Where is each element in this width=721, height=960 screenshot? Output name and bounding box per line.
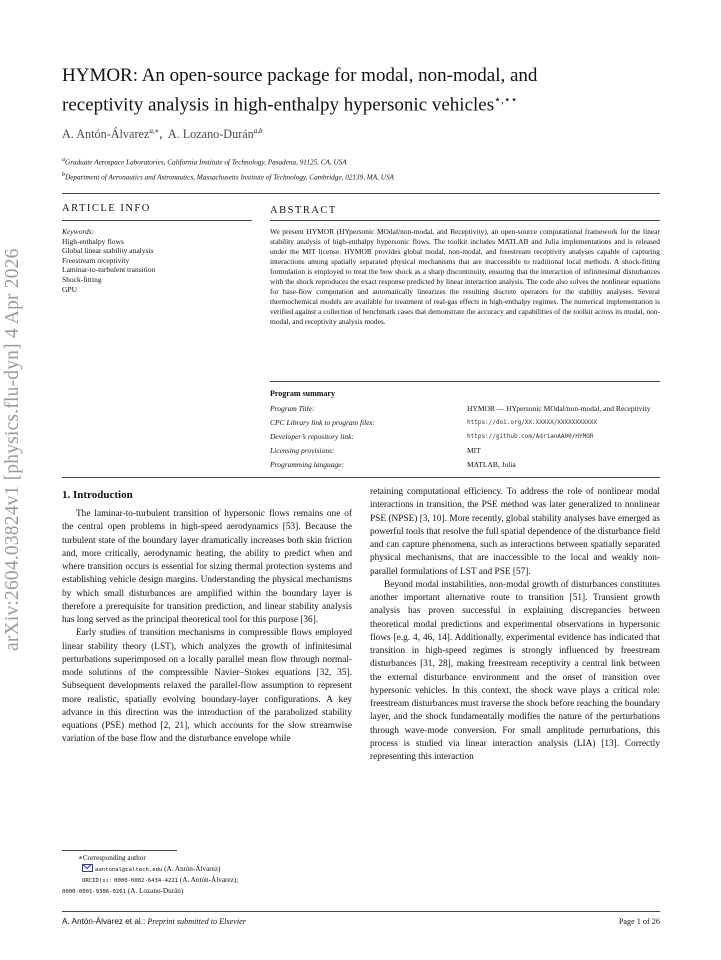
- keywords-block: [62, 227, 252, 294]
- program-summary-key: Licensing provisions:: [270, 446, 335, 455]
- keyword-item: Global linear stability analysis: [62, 246, 154, 256]
- author-1-marks: a,∗: [149, 127, 160, 135]
- orcid-line-2: [62, 886, 183, 898]
- footnote-rule: [62, 850, 177, 851]
- body-paragraph: Early studies of transition mechanisms in compressible flows employed linear stability theory (LST), which analyzes the growth of infinitesimal perturbations superimposed on a locally parallel mean flow through normal-mode solutions of the compressible Navier–Stokes equations [32, 35]. Subsequent developments relaxed the parallel-flow assumption to represent more realistic, spatially evolving boundary-layer configurations. A key advance in this direction was the introduction of the parabolized stability equations (PSE) method [2, 21], which accounts for the slow streamwise variation of the base flow and the disturbance envelope while: [62, 628, 352, 745]
- title-line-2-text: receptivity analysis in high-enthalpy hypersonic vehicles: [62, 94, 495, 116]
- affiliation-b-text: Department of Aeronautics and Astronautics, Massachusetts Institute of Technology, Cambridge, 02139, MA, USA: [65, 173, 394, 182]
- orcid-label: ORCID(s):: [82, 878, 113, 884]
- divider-abstract: [270, 220, 660, 221]
- orcid-owner: (A. Antón-Álvarez);: [179, 876, 239, 884]
- program-summary-value: MATLAB, Julia: [467, 460, 516, 469]
- program-summary-key: Developer’s repository link:: [270, 432, 355, 441]
- orcid-line-1: [82, 875, 238, 887]
- program-summary-key: Program Title:: [270, 404, 315, 413]
- affiliation-b-mark: b: [62, 172, 65, 178]
- orcid-link[interactable]: 0000-0001-9306-0261: [62, 889, 126, 895]
- repository-link[interactable]: https://github.com/AdrianAA00/HYMOR: [467, 433, 594, 440]
- affiliation-a: [62, 157, 347, 166]
- page-number: Page 1 of 26: [618, 917, 660, 926]
- program-summary-key: CPC Library link to program files:: [270, 418, 375, 427]
- program-summary-row: [270, 418, 710, 429]
- body-paragraph: The laminar-to-turbulent transition of hypersonic flows remains one of the central open problems in high-speed aerodynamics [53]. Because the turbulent state of the boundary layer dramatically increases both skin friction and, more critically, aerodynamic heating, the ability to predict when and where transition occurs is essential for sizing thermal protection systems and establishing vehicle design margins. Understanding the physical mechanisms by which small disturbances are amplified within the boundary layer is therefore a prerequisite for transition prediction, and linear stability analysis has long served as the principal theoretical tool for this purpose [36].: [62, 509, 352, 625]
- divider-body: [62, 477, 660, 478]
- body-paragraph: retaining computational efficiency. To address the role of nonlinear modal interactions in transition, the PSE method was later generalized to nonlinear PSE (NPSE) [3, 10]. More recently, global stability analyses have emerged as powerful tools that resolve the full spatial dependence of the disturbance field and can capture phenomena, such as interactions between spatially separated physical mechanisms, that are inaccessible to the local and weakly non-parallel formulations of LST and PSE [57].: [370, 487, 660, 577]
- orcid-link[interactable]: 0000-0002-6434-4211: [114, 878, 179, 884]
- program-summary-value: HYMOR — HYpersonic MOdal/non-modal, and Receptivity: [467, 404, 651, 413]
- program-summary-key: Programming language:: [270, 460, 345, 469]
- keyword-item: Laminar-to-turbulent transition: [62, 265, 156, 275]
- keyword-item: Freestream receptivity: [62, 255, 130, 265]
- author-2: A. Lozano-Durán: [167, 127, 254, 142]
- program-summary-row: [270, 446, 710, 457]
- email-link[interactable]: aantonal@caltech.edu: [95, 867, 163, 873]
- author-2-marks: a,b: [253, 127, 263, 135]
- program-summary-heading: Program summary: [270, 389, 335, 398]
- divider-footer: [62, 911, 660, 912]
- author-list: [62, 127, 263, 142]
- keyword-item: Shock-fitting: [62, 274, 102, 284]
- program-summary-row: [270, 432, 710, 443]
- footer-preprint: Preprint submitted to Elsevier: [147, 917, 246, 926]
- body-paragraph: Beyond modal instabilities, non-modal growth of disturbances constitutes another important alternative route to transition [51]. Transient growth analysis has proven successful in explaining discrepancies between theoretical modal predictions and experimental observations in hypersonic flows [e.g. 4, 46, 14]. Additionally, experimental evidence has indicated that transition in high-speed regimes is strongly influenced by freestream disturbances [31, 28], making freestream receptivity a central link between the external disturbance environment and the onset of transition over hypersonic vehicles. In this context, the shock wave plays a critical role: freestream disturbances must traverse the shock before reaching the boundary layer, and the shock fundamentally modifies the nature of the perturbations through wave-mode conversion. For small amplitude perturbations, this process is studied via linear interaction analysis (LIA) [13]. Correctly representing this interaction: [370, 579, 660, 762]
- affiliation-a-mark: a: [62, 157, 65, 163]
- keyword-item: GPU: [62, 284, 78, 294]
- title-footnote-marks: ⋆,⋆⋆: [494, 94, 518, 106]
- abstract-heading: ABSTRACT: [270, 205, 337, 216]
- keyword-item: High-enthalpy flows: [62, 236, 124, 246]
- envelope-icon: [82, 864, 93, 872]
- title-line-2: [62, 88, 682, 117]
- affiliation-b: [62, 172, 394, 181]
- paper-title: [62, 64, 682, 117]
- section-heading-introduction: 1. Introduction: [62, 489, 133, 501]
- author-1: A. Antón-Álvarez: [62, 127, 150, 142]
- orcid-owner: (A. Lozano-Durán): [127, 887, 184, 895]
- footer-authors: A. Antón-Álvarez et al.:: [62, 917, 146, 926]
- abstract-text: We present HYMOR (HYpersonic MOdal/non-modal, and Receptivity), an open-source computational framework for the linear stability analysis of high-enthalpy hypersonic flows. The toolkit includes MATLAB and Julia implementations and is released under the MIT license. HYMOR provides global modal, non-modal, and freestream receptivity analyses capable of capturing interactions among spatially separated physical mechanisms that are inaccessible to traditional local methods. A shock-fitting formulation is employed to treat the bow shock as a sharp discontinuity, ensuring that the interaction of infinitesimal disturbances with the shock reproduces the exact response predicted by linear interaction analysis. The code also solves the nonlinear equations for base-flow computation and automatically linearizes the resulting discrete operators for the stability analyses. Several thermochemical models are available for treatment of real-gas effects in high-enthalpy regimes. The numerical implementation is verified against a collection of benchmark cases that demonstrate the accuracy and capabilities of the toolkit across its modal, non-modal, and receptivity analysis modes.: [270, 227, 660, 327]
- program-summary-value: MIT: [467, 446, 481, 455]
- keywords-label: Keywords:: [62, 227, 95, 236]
- program-summary-row: [270, 404, 710, 415]
- affiliation-a-text: Graduate Aerospace Laboratories, California Institute of Technology, Pasadena, 91125, CA, USA: [65, 158, 347, 167]
- author-separator: ,: [159, 127, 168, 142]
- page-footer: [62, 917, 660, 926]
- body-column-left: [62, 508, 352, 747]
- article-info-heading: ARTICLE INFO: [62, 203, 151, 214]
- program-summary-row: [270, 460, 710, 471]
- email-line: [82, 864, 220, 876]
- corresponding-author-note: ∗Corresponding author: [78, 854, 146, 862]
- divider-article-info: [62, 220, 252, 221]
- title-line-1: HYMOR: An open-source package for modal, non-modal, and: [62, 65, 538, 86]
- email-owner: (A. Antón-Álvarez): [164, 865, 221, 873]
- library-link[interactable]: https://doi.org/XX.XXXXX/XXXXXXXXXXX: [467, 419, 598, 426]
- body-column-right: [370, 486, 660, 764]
- divider-top: [62, 193, 660, 194]
- divider-program-summary: [270, 381, 660, 382]
- arxiv-stamp: arXiv:2604.03824v1 [physics.flu-dyn] 4 Apr 2026: [2, 248, 23, 652]
